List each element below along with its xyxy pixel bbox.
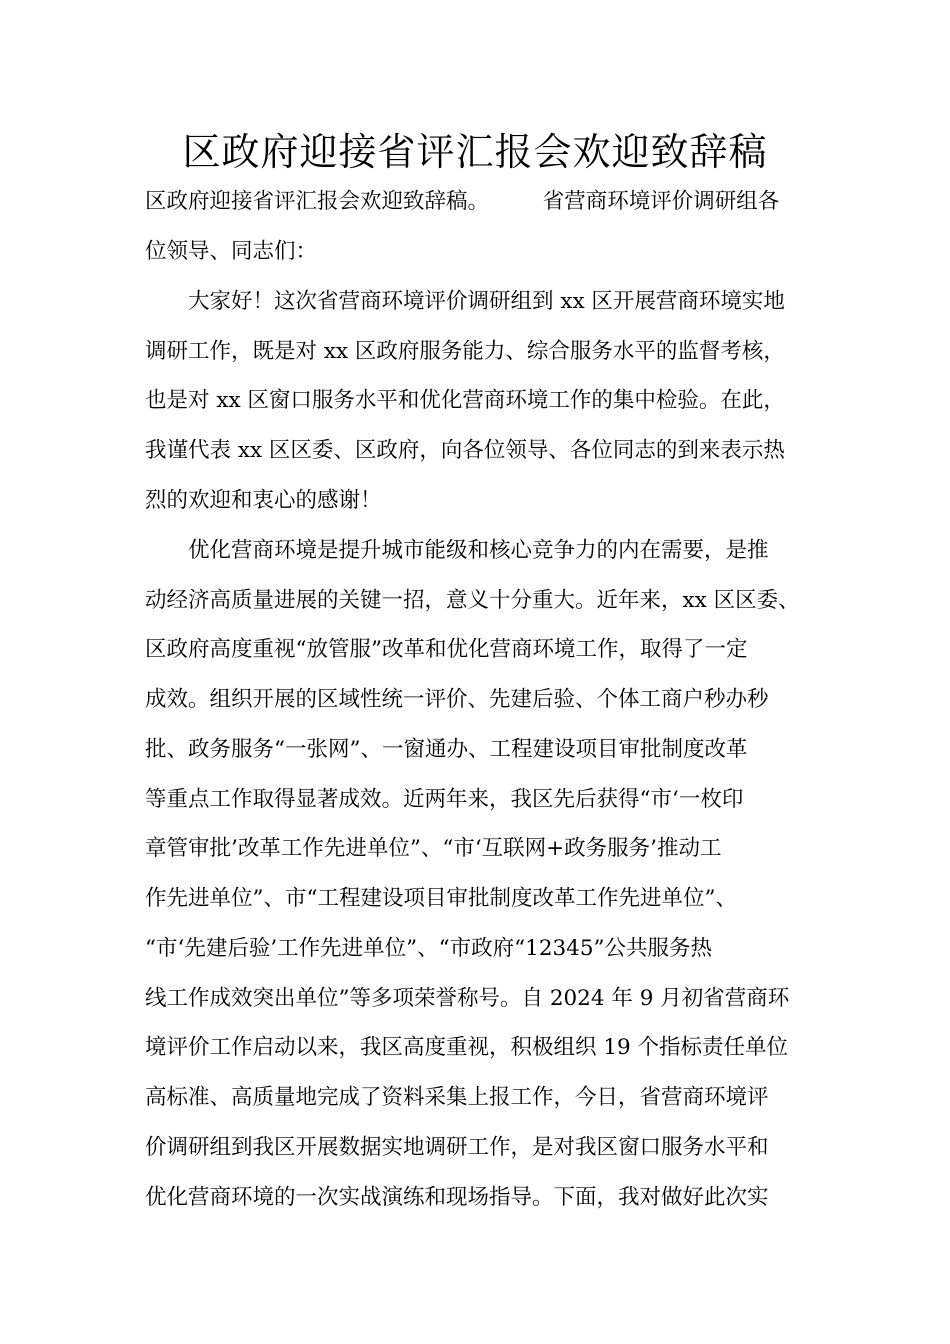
text-line: 区政府迎接省评汇报会欢迎致辞稿。 省营商环境评价调研组各	[145, 189, 780, 214]
text-line: 也是对 xx 区窗口服务水平和优化营商环境工作的集中检验。在此，	[145, 388, 785, 413]
text-line: 成效。组织开展的区域性统一评价、先建后验、个体工商户秒办秒	[145, 687, 769, 712]
text-line: 等重点工作取得显著成效。近两年来，我区先后获得“市‘一枚印	[145, 787, 744, 812]
text-line: 位领导、同志们：	[145, 239, 318, 264]
text-line: 批、政务服务“一张网”、一窗通办、工程建设项目审批制度改革	[145, 737, 748, 762]
text-line: 动经济高质量进展的关键一招，意义十分重大。近年来，xx 区区委、	[145, 588, 800, 613]
text-line: “市‘先建后验’工作先进单位”、“市政府“12345”公共服务热	[145, 936, 713, 961]
text-line: 价调研组到我区开展数据实地调研工作，是对我区窗口服务水平和	[145, 1135, 769, 1160]
text-line: 境评价工作启动以来，我区高度重视，积极组织 19 个指标责任单位	[145, 1035, 789, 1060]
text-line: 优化营商环境是提升城市能级和核心竞争力的内在需要，是推	[188, 538, 769, 563]
text-line: 调研工作，既是对 xx 区政府服务能力、综合服务水平的监督考核，	[145, 339, 785, 364]
text-line: 线工作成效突出单位”等多项荣誉称号。自 2024 年 9 月初省营商环	[145, 986, 790, 1011]
text-line: 优化营商环境的一次实战演练和现场指导。下面，我对做好此次实	[145, 1185, 769, 1210]
text-line: 我谨代表 xx 区区委、区政府，向各位领导、各位同志的到来表示热	[145, 438, 785, 463]
text-line: 区政府高度重视“放管服”改革和优化营商环境工作，取得了一定	[145, 637, 748, 662]
text-line: 高标准、高质量地完成了资料采集上报工作，今日，省营商环境评	[145, 1085, 769, 1110]
text-line: 烈的欢迎和衷心的感谢！	[145, 488, 382, 513]
text-line: 章管审批’改革工作先进单位”、“市‘互联网+政务服务’推动工	[145, 836, 722, 861]
text-line: 大家好！这次省营商环境评价调研组到 xx 区开展营商环境实地	[188, 289, 785, 314]
document-title: 区政府迎接省评汇报会欢迎致辞稿	[182, 130, 768, 174]
text-line: 作先进单位”、市“工程建设项目审批制度改革工作先进单位”、	[145, 886, 737, 911]
